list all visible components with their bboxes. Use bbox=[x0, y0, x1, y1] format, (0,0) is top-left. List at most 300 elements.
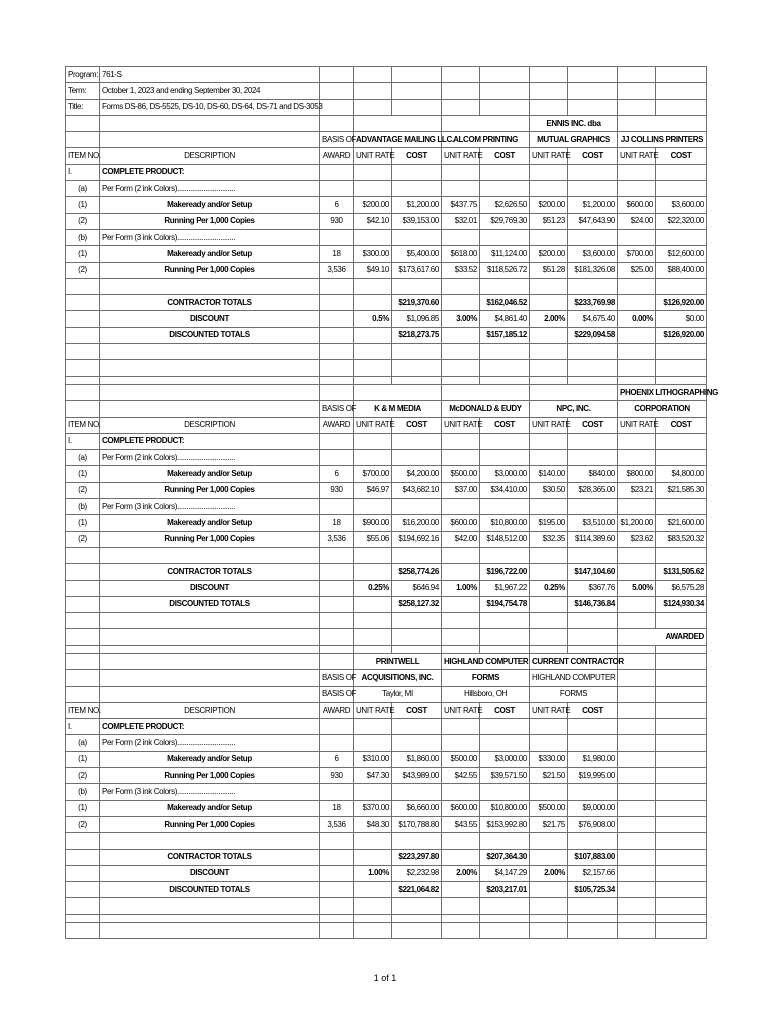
empty-cell bbox=[66, 295, 100, 311]
basis-label: BASIS OF bbox=[320, 686, 354, 702]
cost: $43,682.10 bbox=[392, 482, 442, 498]
empty-cell bbox=[392, 99, 442, 115]
discount-amount: $6,575.28 bbox=[656, 580, 707, 596]
empty-cell bbox=[618, 882, 656, 898]
empty-cell bbox=[354, 376, 392, 384]
cost-header: COST bbox=[656, 148, 707, 164]
empty-cell bbox=[100, 278, 320, 294]
discount-amount: $2,157.66 bbox=[568, 865, 618, 881]
empty-cell bbox=[320, 344, 354, 360]
title-row bbox=[66, 99, 707, 115]
section-title: COMPLETE PRODUCT: bbox=[100, 164, 320, 180]
cost: $76,908.00 bbox=[568, 816, 618, 832]
unit-rate-header: UNIT RATE bbox=[530, 148, 568, 164]
empty-cell bbox=[568, 360, 618, 376]
discount-label: DISCOUNT bbox=[100, 311, 320, 327]
item-label: (a) bbox=[66, 450, 100, 466]
empty-cell bbox=[442, 295, 480, 311]
unit-rate: $24.00 bbox=[618, 213, 656, 229]
unit-rate: $310.00 bbox=[354, 751, 392, 767]
empty-cell bbox=[656, 898, 707, 914]
item-label: (1) bbox=[66, 751, 100, 767]
vendor-name1 bbox=[442, 384, 530, 400]
cost: $21,585.30 bbox=[656, 482, 707, 498]
section-title: COMPLETE PRODUCT: bbox=[100, 433, 320, 449]
empty-cell bbox=[100, 613, 320, 629]
empty-cell bbox=[100, 401, 320, 417]
empty-cell bbox=[66, 344, 100, 360]
unit-rate: $51.28 bbox=[530, 262, 568, 278]
contractor-totals-row bbox=[66, 564, 707, 580]
empty-cell bbox=[618, 295, 656, 311]
empty-cell bbox=[618, 898, 656, 914]
empty-cell bbox=[442, 564, 480, 580]
cost-header: COST bbox=[480, 148, 530, 164]
empty-cell bbox=[530, 914, 568, 922]
cost: $3,510.00 bbox=[568, 515, 618, 531]
empty-cell bbox=[354, 99, 392, 115]
empty-cell bbox=[66, 923, 100, 939]
vendor-name2: JJ COLLINS PRINTERS bbox=[618, 132, 707, 148]
empty-cell bbox=[392, 735, 442, 751]
unit-rate-header: UNIT RATE bbox=[442, 702, 480, 718]
unit-rate: $46.97 bbox=[354, 482, 392, 498]
empty-cell bbox=[354, 719, 392, 735]
cost: $28,365.00 bbox=[568, 482, 618, 498]
empty-cell bbox=[480, 499, 530, 515]
empty-cell bbox=[320, 719, 354, 735]
empty-cell bbox=[442, 719, 480, 735]
empty-cell bbox=[320, 833, 354, 849]
empty-cell bbox=[656, 83, 707, 99]
cost: $3,600.00 bbox=[568, 246, 618, 262]
empty-cell bbox=[656, 816, 707, 832]
empty-cell bbox=[618, 450, 656, 466]
discount-amount: $2,232.98 bbox=[392, 865, 442, 881]
discounted-totals-label: DISCOUNTED TOTALS bbox=[100, 596, 320, 612]
empty-cell bbox=[656, 344, 707, 360]
cost: $83,520.32 bbox=[656, 531, 707, 547]
empty-cell bbox=[320, 898, 354, 914]
basis-value: 6 bbox=[320, 751, 354, 767]
basis-value: 930 bbox=[320, 213, 354, 229]
unit-rate: $500.00 bbox=[530, 800, 568, 816]
vendor-name1 bbox=[530, 384, 618, 400]
contractor-total: $162,046.52 bbox=[480, 295, 530, 311]
empty-cell bbox=[656, 784, 707, 800]
cost: $9,000.00 bbox=[568, 800, 618, 816]
vendor-location: Hillsboro, OH bbox=[442, 686, 530, 702]
empty-cell bbox=[442, 278, 480, 294]
empty-cell bbox=[442, 629, 480, 645]
empty-cell bbox=[66, 670, 100, 686]
empty-cell bbox=[530, 344, 568, 360]
empty-cell bbox=[618, 865, 656, 881]
sub-item-row bbox=[66, 499, 707, 515]
empty-cell bbox=[320, 499, 354, 515]
section-number: I. bbox=[66, 719, 100, 735]
vendor-name2: McDONALD & EUDY bbox=[442, 401, 530, 417]
empty-cell bbox=[618, 327, 656, 343]
empty-cell bbox=[320, 564, 354, 580]
item-description: Running Per 1,000 Copies bbox=[100, 213, 320, 229]
empty-cell bbox=[392, 547, 442, 563]
empty-cell bbox=[320, 923, 354, 939]
empty-cell bbox=[66, 613, 100, 629]
empty-cell bbox=[442, 360, 480, 376]
empty-cell bbox=[66, 653, 100, 669]
unit-rate-header: UNIT RATE bbox=[618, 148, 656, 164]
empty-cell bbox=[656, 450, 707, 466]
empty-cell bbox=[392, 629, 442, 645]
basis-value: 18 bbox=[320, 800, 354, 816]
basis-value: 930 bbox=[320, 482, 354, 498]
empty-cell bbox=[530, 547, 568, 563]
empty-cell bbox=[480, 229, 530, 245]
discounted-total: $203,217.01 bbox=[480, 882, 530, 898]
empty-cell bbox=[568, 376, 618, 384]
spacer-row bbox=[66, 914, 707, 922]
vendor-name1: HIGHLAND COMPUTER bbox=[442, 653, 530, 669]
unit-rate: $370.00 bbox=[354, 800, 392, 816]
empty-cell bbox=[530, 719, 568, 735]
empty-cell bbox=[480, 645, 530, 653]
item-description: Makeready and/or Setup bbox=[100, 466, 320, 482]
empty-cell bbox=[354, 833, 392, 849]
empty-cell bbox=[442, 327, 480, 343]
empty-cell bbox=[530, 735, 568, 751]
discounted-total: $258,127.32 bbox=[392, 596, 442, 612]
basis-value: 930 bbox=[320, 768, 354, 784]
empty-cell bbox=[568, 67, 618, 83]
discounted-total: $221,064.82 bbox=[392, 882, 442, 898]
empty-cell bbox=[100, 645, 320, 653]
empty-cell bbox=[66, 645, 100, 653]
discounted-totals-row bbox=[66, 882, 707, 898]
empty-cell bbox=[320, 99, 354, 115]
cost: $148,512.00 bbox=[480, 531, 530, 547]
empty-cell bbox=[100, 547, 320, 563]
empty-cell bbox=[568, 914, 618, 922]
empty-cell bbox=[354, 882, 392, 898]
item-no-header: ITEM NO. bbox=[66, 148, 100, 164]
empty-cell bbox=[442, 376, 480, 384]
empty-cell bbox=[320, 376, 354, 384]
unit-rate: $37.00 bbox=[442, 482, 480, 498]
empty-cell bbox=[656, 735, 707, 751]
empty-cell bbox=[618, 344, 656, 360]
discount-label: DISCOUNT bbox=[100, 580, 320, 596]
empty-cell bbox=[618, 564, 656, 580]
empty-cell bbox=[320, 181, 354, 197]
unit-rate: $1,200.00 bbox=[618, 515, 656, 531]
cost: $6,660.00 bbox=[392, 800, 442, 816]
unit-rate: $47.30 bbox=[354, 768, 392, 784]
empty-cell bbox=[656, 923, 707, 939]
spacer-row bbox=[66, 833, 707, 849]
vendor-name1: PRINTWELL bbox=[354, 653, 442, 669]
unit-rate: $195.00 bbox=[530, 515, 568, 531]
program-label: Program: bbox=[66, 67, 100, 83]
empty-cell bbox=[656, 800, 707, 816]
cost: $1,980.00 bbox=[568, 751, 618, 767]
item-description: Running Per 1,000 Copies bbox=[100, 768, 320, 784]
empty-cell bbox=[320, 580, 354, 596]
empty-cell bbox=[618, 833, 656, 849]
empty-cell bbox=[392, 83, 442, 99]
empty-cell bbox=[442, 181, 480, 197]
empty-cell bbox=[320, 865, 354, 881]
empty-cell bbox=[656, 849, 707, 865]
empty-cell bbox=[618, 816, 656, 832]
cost: $43,989.00 bbox=[392, 768, 442, 784]
empty-cell bbox=[656, 278, 707, 294]
basis-value: 18 bbox=[320, 515, 354, 531]
discounted-totals-label: DISCOUNTED TOTALS bbox=[100, 327, 320, 343]
empty-cell bbox=[320, 311, 354, 327]
empty-cell bbox=[66, 686, 100, 702]
section-number: I. bbox=[66, 433, 100, 449]
empty-cell bbox=[568, 433, 618, 449]
unit-rate: $23.62 bbox=[618, 531, 656, 547]
unit-rate: $500.00 bbox=[442, 751, 480, 767]
program-row bbox=[66, 67, 707, 83]
contractor-total: $131,505.62 bbox=[656, 564, 707, 580]
cost-header: COST bbox=[392, 417, 442, 433]
contractor-total: $219,370.60 bbox=[392, 295, 442, 311]
contractor-totals-label: CONTRACTOR TOTALS bbox=[100, 849, 320, 865]
description-header: DESCRIPTION bbox=[100, 417, 320, 433]
unit-rate-header: UNIT RATE bbox=[442, 148, 480, 164]
empty-cell bbox=[392, 923, 442, 939]
empty-cell bbox=[320, 360, 354, 376]
basis-label: BASIS OF bbox=[320, 401, 354, 417]
vendor-name2: HIGHLAND COMPUTER bbox=[530, 670, 618, 686]
discount-percent: 0.25% bbox=[354, 580, 392, 596]
empty-cell bbox=[320, 295, 354, 311]
empty-cell bbox=[568, 164, 618, 180]
unit-rate-header: UNIT RATE bbox=[354, 148, 392, 164]
unit-rate: $300.00 bbox=[354, 246, 392, 262]
vendor-name2: NPC, INC. bbox=[530, 401, 618, 417]
empty-cell bbox=[354, 784, 392, 800]
basis-award-header: AWARD bbox=[320, 702, 354, 718]
cost: $3,600.00 bbox=[656, 197, 707, 213]
discount-percent: 2.00% bbox=[530, 311, 568, 327]
discount-amount: $1,967.22 bbox=[480, 580, 530, 596]
empty-cell bbox=[530, 450, 568, 466]
cost: $10,800.00 bbox=[480, 515, 530, 531]
vendor-name1 bbox=[442, 115, 530, 131]
discount-percent: 1.00% bbox=[354, 865, 392, 881]
empty-cell bbox=[480, 613, 530, 629]
empty-cell bbox=[568, 645, 618, 653]
spacer-row bbox=[66, 898, 707, 914]
empty-cell bbox=[392, 278, 442, 294]
section-row bbox=[66, 433, 707, 449]
basis-value: 18 bbox=[320, 246, 354, 262]
unit-rate: $32.01 bbox=[442, 213, 480, 229]
empty-cell bbox=[100, 833, 320, 849]
item-label: (2) bbox=[66, 816, 100, 832]
contractor-total: $258,774.26 bbox=[392, 564, 442, 580]
discounted-total: $146,736.84 bbox=[568, 596, 618, 612]
cost: $10,800.00 bbox=[480, 800, 530, 816]
cost: $181,326.08 bbox=[568, 262, 618, 278]
empty-cell bbox=[442, 67, 480, 83]
item-description: Running Per 1,000 Copies bbox=[100, 531, 320, 547]
cost: $12,600.00 bbox=[656, 246, 707, 262]
empty-cell bbox=[656, 67, 707, 83]
cost: $39,571.50 bbox=[480, 768, 530, 784]
empty-cell bbox=[66, 376, 100, 384]
empty-cell bbox=[656, 702, 707, 718]
empty-cell bbox=[392, 645, 442, 653]
cost: $4,800.00 bbox=[656, 466, 707, 482]
empty-cell bbox=[480, 344, 530, 360]
unit-rate: $500.00 bbox=[442, 466, 480, 482]
item-description: Per Form (3 ink Colors)............................... bbox=[100, 784, 320, 800]
empty-cell bbox=[656, 433, 707, 449]
unit-rate: $600.00 bbox=[442, 800, 480, 816]
vendor-name1 bbox=[354, 115, 442, 131]
description-header: DESCRIPTION bbox=[100, 702, 320, 718]
page-number: 1 of 1 bbox=[373, 973, 397, 983]
unit-rate-header: UNIT RATE bbox=[530, 702, 568, 718]
contractor-total: $196,722.00 bbox=[480, 564, 530, 580]
item-description: Makeready and/or Setup bbox=[100, 246, 320, 262]
empty-cell bbox=[354, 83, 392, 99]
discounted-total: $126,920.00 bbox=[656, 327, 707, 343]
program-value: 761-S bbox=[100, 67, 320, 83]
item-description: Makeready and/or Setup bbox=[100, 197, 320, 213]
empty-cell bbox=[442, 547, 480, 563]
contractor-total: $223,297.80 bbox=[392, 849, 442, 865]
cost: $153,992.80 bbox=[480, 816, 530, 832]
cost-header: COST bbox=[392, 702, 442, 718]
empty-cell bbox=[442, 613, 480, 629]
vendor-name2: ALCOM PRINTING bbox=[442, 132, 530, 148]
empty-cell bbox=[568, 629, 618, 645]
item-description: Makeready and/or Setup bbox=[100, 751, 320, 767]
spacer-row bbox=[66, 547, 707, 563]
empty-cell bbox=[100, 653, 320, 669]
empty-cell bbox=[442, 735, 480, 751]
empty-cell bbox=[354, 344, 392, 360]
unit-rate: $42.55 bbox=[442, 768, 480, 784]
empty-cell bbox=[66, 311, 100, 327]
cost: $194,692.16 bbox=[392, 531, 442, 547]
empty-cell bbox=[320, 115, 354, 131]
empty-cell bbox=[618, 751, 656, 767]
empty-cell bbox=[618, 784, 656, 800]
vendor-name1 bbox=[354, 384, 442, 400]
basis-label: BASIS OF bbox=[320, 132, 354, 148]
section-number: I. bbox=[66, 164, 100, 180]
empty-cell bbox=[618, 499, 656, 515]
empty-cell bbox=[442, 164, 480, 180]
discount-amount: $4,675.40 bbox=[568, 311, 618, 327]
vendor-location: FORMS bbox=[530, 686, 618, 702]
cost: $2,626.50 bbox=[480, 197, 530, 213]
empty-cell bbox=[354, 278, 392, 294]
empty-cell bbox=[392, 914, 442, 922]
cost: $114,389.60 bbox=[568, 531, 618, 547]
empty-cell bbox=[530, 181, 568, 197]
item-description: Per Form (2 ink Colors)............................... bbox=[100, 181, 320, 197]
empty-cell bbox=[568, 833, 618, 849]
empty-cell bbox=[480, 83, 530, 99]
column-header-row bbox=[66, 148, 707, 164]
discounted-total: $229,094.58 bbox=[568, 327, 618, 343]
empty-cell bbox=[320, 629, 354, 645]
empty-cell bbox=[480, 719, 530, 735]
empty-cell bbox=[530, 164, 568, 180]
empty-cell bbox=[656, 229, 707, 245]
line-item-row bbox=[66, 246, 707, 262]
contractor-totals-row bbox=[66, 295, 707, 311]
discount-amount: $4,147.29 bbox=[480, 865, 530, 881]
vendor-name2: K & M MEDIA bbox=[354, 401, 442, 417]
empty-cell bbox=[568, 547, 618, 563]
basis-label: BASIS OF bbox=[320, 670, 354, 686]
line-item-row bbox=[66, 531, 707, 547]
empty-cell bbox=[442, 499, 480, 515]
unit-rate-header: UNIT RATE bbox=[354, 702, 392, 718]
empty-cell bbox=[530, 784, 568, 800]
item-description: Makeready and/or Setup bbox=[100, 800, 320, 816]
item-description: Makeready and/or Setup bbox=[100, 515, 320, 531]
line-item-row bbox=[66, 262, 707, 278]
empty-cell bbox=[530, 596, 568, 612]
empty-cell bbox=[392, 181, 442, 197]
empty-cell bbox=[656, 653, 707, 669]
unit-rate: $23.21 bbox=[618, 482, 656, 498]
spacer-row bbox=[66, 645, 707, 653]
empty-cell bbox=[320, 278, 354, 294]
empty-cell bbox=[568, 181, 618, 197]
unit-rate: $700.00 bbox=[618, 246, 656, 262]
vendor-name-row-1 bbox=[66, 653, 707, 669]
cost: $1,200.00 bbox=[392, 197, 442, 213]
empty-cell bbox=[618, 433, 656, 449]
term-label: Term: bbox=[66, 83, 100, 99]
empty-cell bbox=[100, 115, 320, 131]
empty-cell bbox=[618, 645, 656, 653]
section-row bbox=[66, 164, 707, 180]
item-description: Per Form (2 ink Colors)............................... bbox=[100, 735, 320, 751]
unit-rate: $33.52 bbox=[442, 262, 480, 278]
empty-cell bbox=[618, 914, 656, 922]
discount-percent: 2.00% bbox=[442, 865, 480, 881]
empty-cell bbox=[530, 629, 568, 645]
item-label: (1) bbox=[66, 246, 100, 262]
empty-cell bbox=[656, 670, 707, 686]
empty-cell bbox=[354, 229, 392, 245]
empty-cell bbox=[618, 83, 656, 99]
item-label: (2) bbox=[66, 768, 100, 784]
discount-percent: 5.00% bbox=[618, 580, 656, 596]
cost: $39,153.00 bbox=[392, 213, 442, 229]
empty-cell bbox=[618, 278, 656, 294]
empty-cell bbox=[568, 784, 618, 800]
contractor-total: $126,920.00 bbox=[656, 295, 707, 311]
empty-cell bbox=[392, 376, 442, 384]
empty-cell bbox=[66, 898, 100, 914]
discount-amount: $1,096.85 bbox=[392, 311, 442, 327]
discount-amount: $646.94 bbox=[392, 580, 442, 596]
empty-cell bbox=[480, 833, 530, 849]
